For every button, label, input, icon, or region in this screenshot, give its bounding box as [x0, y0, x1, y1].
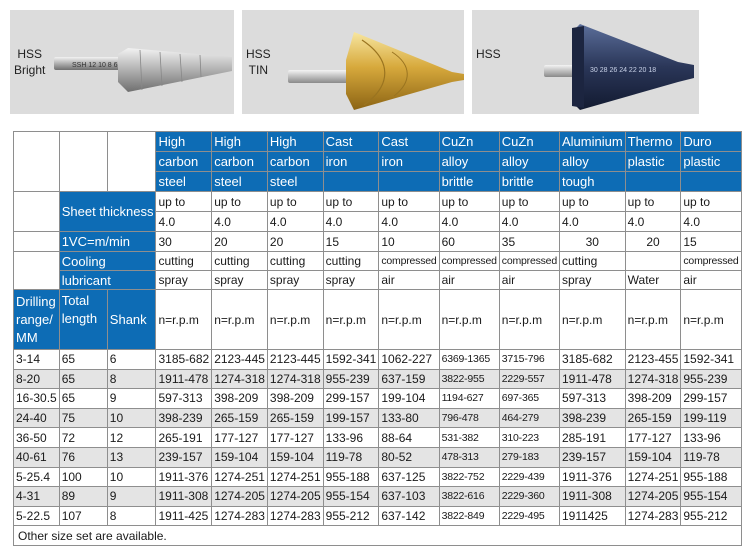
rpm-cell: 239-157 [156, 447, 212, 467]
material-header-cell [625, 172, 681, 192]
drilling-range-cell: 40-61 [14, 447, 60, 467]
label-line: Bright [14, 63, 46, 77]
rpm-cell: 398-209 [267, 389, 323, 409]
hss-dark-drill-image [472, 10, 699, 114]
rpm-cell: 1274-251 [212, 467, 268, 487]
rpm-cell: 796-478 [439, 408, 499, 428]
cooling-value: compressed [499, 252, 559, 271]
rpm-header-cell: n=r.p.m [559, 290, 625, 350]
material-header-cell: carbon [156, 152, 212, 172]
drill-speed-table [13, 131, 742, 546]
cooling-value: Water [625, 271, 681, 290]
rpm-cell: 3185-682 [156, 350, 212, 370]
rpm-cell: 1911-308 [559, 487, 625, 507]
cooling-value: spray [559, 271, 625, 290]
rpm-cell: 1911-478 [559, 369, 625, 389]
rpm-cell: 3185-682 [559, 350, 625, 370]
total-length-header [59, 290, 107, 350]
rpm-cell: 1911-308 [156, 487, 212, 507]
header-line: Total [61, 293, 90, 308]
drilling-range-cell: 24-40 [14, 408, 60, 428]
rpm-cell: 2229-557 [499, 369, 559, 389]
rpm-cell: 478-313 [439, 447, 499, 467]
hss-bright-photo [10, 10, 234, 114]
rpm-cell: 80-52 [379, 447, 439, 467]
sheet-thickness-value: 4.0 [559, 212, 625, 232]
material-header-cell: Cast [323, 132, 379, 152]
rpm-cell: 955-188 [323, 467, 379, 487]
sheet-thickness-value: up to [681, 192, 741, 212]
rpm-cell: 955-239 [323, 369, 379, 389]
rpm-cell: 398-239 [156, 408, 212, 428]
rpm-cell: 199-119 [681, 408, 741, 428]
rpm-cell: 2229-495 [499, 506, 559, 526]
vc-value: 35 [499, 232, 559, 252]
vc-value: 15 [323, 232, 379, 252]
sheet-thickness-value: 4.0 [439, 212, 499, 232]
vc-value: 30 [156, 232, 212, 252]
blank-cell [14, 132, 60, 192]
rpm-cell: 119-78 [681, 447, 741, 467]
blank-cell [14, 252, 60, 290]
rpm-cell: 1274-283 [625, 506, 681, 526]
rpm-cell: 88-64 [379, 428, 439, 448]
vc-label: 1VC=m/min [59, 232, 156, 252]
rpm-cell: 159-104 [625, 447, 681, 467]
material-header-cell: High [212, 132, 268, 152]
sheet-thickness-value: up to [499, 192, 559, 212]
rpm-cell: 637-125 [379, 467, 439, 487]
rpm-cell: 531-382 [439, 428, 499, 448]
cooling-label: lubricant [59, 271, 156, 290]
table-row [14, 369, 742, 389]
rpm-cell: 1911-425 [156, 506, 212, 526]
header-line: length [61, 311, 98, 326]
blank-cell [14, 232, 60, 252]
rpm-cell: 1274-318 [212, 369, 268, 389]
material-header-cell [323, 172, 379, 192]
rpm-cell: 697-365 [499, 389, 559, 409]
material-header-cell: brittle [439, 172, 499, 192]
label-line: HSS [17, 47, 43, 61]
material-header-cell: iron [379, 152, 439, 172]
rpm-cell: 265-159 [212, 408, 268, 428]
sheet-thickness-label: Sheet thickness [59, 192, 156, 232]
rpm-cell: 398-209 [212, 389, 268, 409]
material-header-cell: Cast [379, 132, 439, 152]
rpm-cell: 177-127 [212, 428, 268, 448]
rpm-cell: 3822-849 [439, 506, 499, 526]
rpm-cell: 398-239 [559, 408, 625, 428]
drilling-range-cell: 16-30.5 [14, 389, 60, 409]
table-row [14, 350, 742, 370]
material-header-cell: carbon [267, 152, 323, 172]
cooling-value: compressed [681, 252, 741, 271]
rpm-header-cell: n=r.p.m [379, 290, 439, 350]
table-row [14, 526, 742, 546]
drilling-range-cell: 8-20 [14, 369, 60, 389]
rpm-header-cell: n=r.p.m [625, 290, 681, 350]
table-row [14, 290, 742, 350]
total-length-cell: 72 [59, 428, 107, 448]
table-row [14, 252, 742, 271]
rpm-cell: 133-96 [323, 428, 379, 448]
rpm-cell: 159-104 [212, 447, 268, 467]
rpm-cell: 285-191 [559, 428, 625, 448]
rpm-cell: 6369-1365 [439, 350, 499, 370]
rpm-cell: 265-191 [156, 428, 212, 448]
hss-bright-label [14, 46, 45, 78]
material-header-cell: iron [323, 152, 379, 172]
rpm-cell: 265-159 [267, 408, 323, 428]
material-header-cell: Thermo [625, 132, 681, 152]
cooling-value: cutting [559, 252, 625, 271]
cooling-value [625, 252, 681, 271]
table-row [14, 408, 742, 428]
table-row [14, 447, 742, 467]
cooling-value: air [379, 271, 439, 290]
rpm-cell: 1274-283 [267, 506, 323, 526]
sheet-thickness-value: up to [267, 192, 323, 212]
drilling-range-cell: 36-50 [14, 428, 60, 448]
cooling-value: spray [267, 271, 323, 290]
table-row [14, 467, 742, 487]
rpm-cell: 299-157 [681, 389, 741, 409]
sheet-thickness-value: 4.0 [267, 212, 323, 232]
rpm-cell: 3822-616 [439, 487, 499, 507]
rpm-cell: 159-104 [267, 447, 323, 467]
total-length-cell: 65 [59, 369, 107, 389]
rpm-cell: 177-127 [625, 428, 681, 448]
total-length-cell: 107 [59, 506, 107, 526]
material-header-cell: brittle [499, 172, 559, 192]
rpm-header-cell: n=r.p.m [156, 290, 212, 350]
drilling-range-cell: 5-25.4 [14, 467, 60, 487]
vc-value: 20 [625, 232, 681, 252]
cooling-value: cutting [156, 252, 212, 271]
sheet-thickness-value: up to [379, 192, 439, 212]
table-row [14, 428, 742, 448]
cooling-value: spray [156, 271, 212, 290]
material-header-cell: plastic [625, 152, 681, 172]
rpm-cell: 1062-227 [379, 350, 439, 370]
rpm-cell: 2123-455 [625, 350, 681, 370]
total-length-cell: 65 [59, 389, 107, 409]
header-line: Drilling [16, 293, 56, 309]
cooling-value: air [499, 271, 559, 290]
table-row [14, 487, 742, 507]
engraving-text: SSH 12 10 8 6 [72, 62, 118, 69]
sheet-thickness-value: 4.0 [379, 212, 439, 232]
drilling-range-cell: 5-22.5 [14, 506, 60, 526]
rpm-cell: 265-159 [625, 408, 681, 428]
material-header-cell: alloy [559, 152, 625, 172]
engraving-text: 30 28 26 24 22 20 18 [590, 67, 657, 74]
rpm-cell: 199-104 [379, 389, 439, 409]
hss-tin-drill-image [242, 10, 464, 114]
rpm-cell: 2123-445 [212, 350, 268, 370]
rpm-cell: 133-96 [681, 428, 741, 448]
cooling-value: air [439, 271, 499, 290]
table-row [14, 389, 742, 409]
cooling-value: air [681, 271, 741, 290]
vc-value: 20 [212, 232, 268, 252]
total-length-cell: 65 [59, 350, 107, 370]
rpm-cell: 3822-752 [439, 467, 499, 487]
rpm-header-cell: n=r.p.m [212, 290, 268, 350]
blank-cell [59, 132, 107, 192]
blank-cell [14, 192, 60, 232]
rpm-cell: 464-279 [499, 408, 559, 428]
rpm-cell: 2229-439 [499, 467, 559, 487]
rpm-cell: 1274-205 [267, 487, 323, 507]
rpm-cell: 3715-796 [499, 350, 559, 370]
rpm-cell: 398-209 [625, 389, 681, 409]
material-header-cell [379, 172, 439, 192]
rpm-cell: 310-223 [499, 428, 559, 448]
rpm-cell: 1274-318 [625, 369, 681, 389]
header-line: range/ [16, 311, 53, 327]
rpm-cell: 1911-478 [156, 369, 212, 389]
rpm-cell: 1274-251 [267, 467, 323, 487]
rpm-header-cell: n=r.p.m [267, 290, 323, 350]
hss-tin-label [246, 46, 271, 78]
rpm-cell: 597-313 [156, 389, 212, 409]
shank-cell: 10 [107, 467, 156, 487]
material-header-cell: Aluminium [559, 132, 625, 152]
drilling-range-cell: 3-14 [14, 350, 60, 370]
shank-cell: 9 [107, 389, 156, 409]
shank-cell: 10 [107, 408, 156, 428]
rpm-cell: 955-212 [681, 506, 741, 526]
vc-value: 30 [559, 232, 625, 252]
cooling-value: cutting [267, 252, 323, 271]
cooling-value: cutting [323, 252, 379, 271]
cooling-value: cutting [212, 252, 268, 271]
shank-cell: 8 [107, 506, 156, 526]
cooling-value: compressed [439, 252, 499, 271]
sheet-thickness-value: 4.0 [323, 212, 379, 232]
hss-tin-photo [242, 10, 464, 114]
rpm-cell: 637-159 [379, 369, 439, 389]
table-row [14, 232, 742, 252]
vc-value: 10 [379, 232, 439, 252]
material-header-cell: Duro [681, 132, 741, 152]
sheet-thickness-value: 4.0 [156, 212, 212, 232]
rpm-header-cell: n=r.p.m [323, 290, 379, 350]
rpm-cell: 279-183 [499, 447, 559, 467]
rpm-cell: 1911425 [559, 506, 625, 526]
rpm-cell: 2123-445 [267, 350, 323, 370]
cooling-value: compressed [379, 252, 439, 271]
drill-photo-strip [10, 10, 699, 114]
rpm-cell: 597-313 [559, 389, 625, 409]
label-line: TIN [248, 63, 269, 77]
hss-label [476, 46, 501, 62]
rpm-cell: 1911-376 [559, 467, 625, 487]
shank-cell: 6 [107, 350, 156, 370]
table-row [14, 192, 742, 212]
header-line: MM [16, 329, 38, 345]
material-header-cell: alloy [499, 152, 559, 172]
sheet-thickness-value: up to [559, 192, 625, 212]
shank-cell: 12 [107, 428, 156, 448]
label-line: HSS [476, 47, 501, 61]
rpm-cell: 955-154 [323, 487, 379, 507]
material-header-cell: steel [212, 172, 268, 192]
sheet-thickness-value: up to [323, 192, 379, 212]
rpm-cell: 3822-955 [439, 369, 499, 389]
vc-value: 15 [681, 232, 741, 252]
sheet-thickness-value: 4.0 [625, 212, 681, 232]
vc-value: 60 [439, 232, 499, 252]
total-length-cell: 89 [59, 487, 107, 507]
blank-cell [107, 132, 156, 192]
total-length-cell: 100 [59, 467, 107, 487]
rpm-cell: 637-103 [379, 487, 439, 507]
rpm-cell: 955-154 [681, 487, 741, 507]
sheet-thickness-value: up to [625, 192, 681, 212]
rpm-cell: 1592-341 [323, 350, 379, 370]
drilling-range-cell: 4-31 [14, 487, 60, 507]
rpm-header-cell: n=r.p.m [499, 290, 559, 350]
material-header-cell: steel [267, 172, 323, 192]
drilling-range-header [14, 290, 60, 350]
table-row [14, 506, 742, 526]
rpm-cell: 119-78 [323, 447, 379, 467]
rpm-cell: 177-127 [267, 428, 323, 448]
table-row [14, 271, 742, 290]
rpm-cell: 955-212 [323, 506, 379, 526]
shank-cell: 8 [107, 369, 156, 389]
total-length-cell: 75 [59, 408, 107, 428]
material-header-cell [681, 172, 741, 192]
rpm-header-cell: n=r.p.m [439, 290, 499, 350]
rpm-cell: 1274-205 [212, 487, 268, 507]
sheet-thickness-value: up to [212, 192, 268, 212]
rpm-cell: 1911-376 [156, 467, 212, 487]
shank-cell: 13 [107, 447, 156, 467]
rpm-cell: 1274-205 [625, 487, 681, 507]
rpm-header-cell: n=r.p.m [681, 290, 741, 350]
total-length-cell: 76 [59, 447, 107, 467]
cooling-label: Cooling [59, 252, 156, 271]
sheet-thickness-value: 4.0 [681, 212, 741, 232]
material-header-cell: CuZn [439, 132, 499, 152]
hss-photo [472, 10, 699, 114]
sheet-thickness-value: 4.0 [212, 212, 268, 232]
rpm-cell: 133-80 [379, 408, 439, 428]
rpm-cell: 1592-341 [681, 350, 741, 370]
cooling-value: spray [323, 271, 379, 290]
material-header-cell: alloy [439, 152, 499, 172]
rpm-cell: 955-239 [681, 369, 741, 389]
cooling-value: spray [212, 271, 268, 290]
material-header-cell: tough [559, 172, 625, 192]
material-header-cell: High [156, 132, 212, 152]
shank-header: Shank [107, 290, 156, 350]
sheet-thickness-value: 4.0 [499, 212, 559, 232]
rpm-cell: 199-157 [323, 408, 379, 428]
rpm-cell: 637-142 [379, 506, 439, 526]
rpm-cell: 1274-251 [625, 467, 681, 487]
rpm-cell: 239-157 [559, 447, 625, 467]
rpm-cell: 1274-283 [212, 506, 268, 526]
rpm-cell: 1194-627 [439, 389, 499, 409]
label-line: HSS [246, 47, 271, 61]
footnote: Other size set are available. [14, 526, 742, 546]
table-row [14, 132, 742, 152]
sheet-thickness-value: up to [156, 192, 212, 212]
rpm-cell: 1274-318 [267, 369, 323, 389]
material-header-cell: steel [156, 172, 212, 192]
rpm-cell: 955-188 [681, 467, 741, 487]
rpm-cell: 299-157 [323, 389, 379, 409]
vc-value: 20 [267, 232, 323, 252]
material-header-cell: CuZn [499, 132, 559, 152]
material-header-cell: carbon [212, 152, 268, 172]
material-header-cell: High [267, 132, 323, 152]
rpm-cell: 2229-360 [499, 487, 559, 507]
shank-cell: 9 [107, 487, 156, 507]
sheet-thickness-value: up to [439, 192, 499, 212]
material-header-cell: plastic [681, 152, 741, 172]
